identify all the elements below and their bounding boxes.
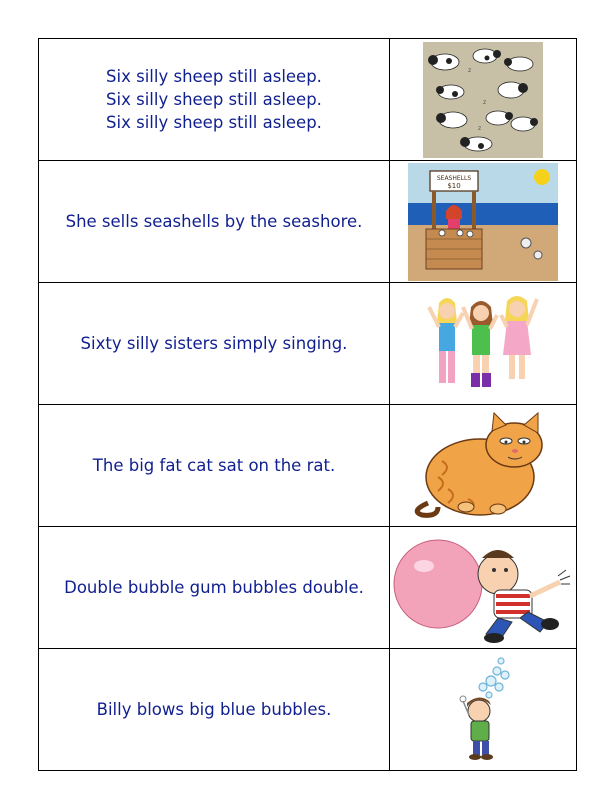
card-row bbox=[39, 161, 577, 283]
text-line: Sixty silly sisters simply singing. bbox=[80, 334, 348, 353]
card-row bbox=[39, 527, 577, 649]
tongue-twister-text bbox=[39, 283, 390, 405]
bubble-gum-picture-cell bbox=[390, 527, 577, 649]
card-row bbox=[39, 405, 577, 527]
blue-bubbles-picture-cell bbox=[390, 649, 577, 771]
tongue-twister-text bbox=[39, 527, 390, 649]
sign-price: $10 bbox=[447, 181, 461, 190]
tongue-twister-table bbox=[38, 38, 577, 771]
text-line: Double bubble gum bubbles double. bbox=[64, 578, 364, 597]
cat-picture-cell bbox=[390, 405, 577, 527]
boy-blowing-bubbles-illustration bbox=[443, 655, 523, 765]
bubble-gum-boy-illustration bbox=[390, 530, 576, 646]
svg-text:z: z bbox=[483, 98, 487, 106]
text-line: Six silly sheep still asleep. bbox=[106, 90, 322, 109]
card-row bbox=[39, 283, 577, 405]
seashell-picture-cell bbox=[390, 161, 577, 283]
fat-cat-illustration bbox=[408, 411, 558, 521]
tongue-twister-text bbox=[39, 39, 390, 161]
sign-text: SEASHELLS bbox=[436, 174, 472, 182]
seashell-stand-illustration bbox=[408, 163, 558, 281]
svg-text:z: z bbox=[468, 66, 472, 74]
text-line: The big fat cat sat on the rat. bbox=[92, 456, 336, 475]
text-line: Six silly sheep still asleep. bbox=[106, 67, 322, 86]
tongue-twister-text bbox=[39, 405, 390, 527]
sheep-picture-cell bbox=[390, 39, 577, 161]
sisters-picture-cell bbox=[390, 283, 577, 405]
svg-text:z: z bbox=[478, 124, 482, 132]
card-row bbox=[39, 649, 577, 771]
text-line: Six silly sheep still asleep. bbox=[106, 113, 322, 132]
text-line: She sells seashells by the seashore. bbox=[65, 212, 363, 231]
tongue-twister-text bbox=[39, 649, 390, 771]
card-row bbox=[39, 39, 577, 161]
singing-sisters-illustration bbox=[421, 285, 545, 403]
tongue-twister-text bbox=[39, 161, 390, 283]
sheep-sleeping-illustration bbox=[423, 42, 543, 158]
text-line: Billy blows big blue bubbles. bbox=[96, 700, 332, 719]
